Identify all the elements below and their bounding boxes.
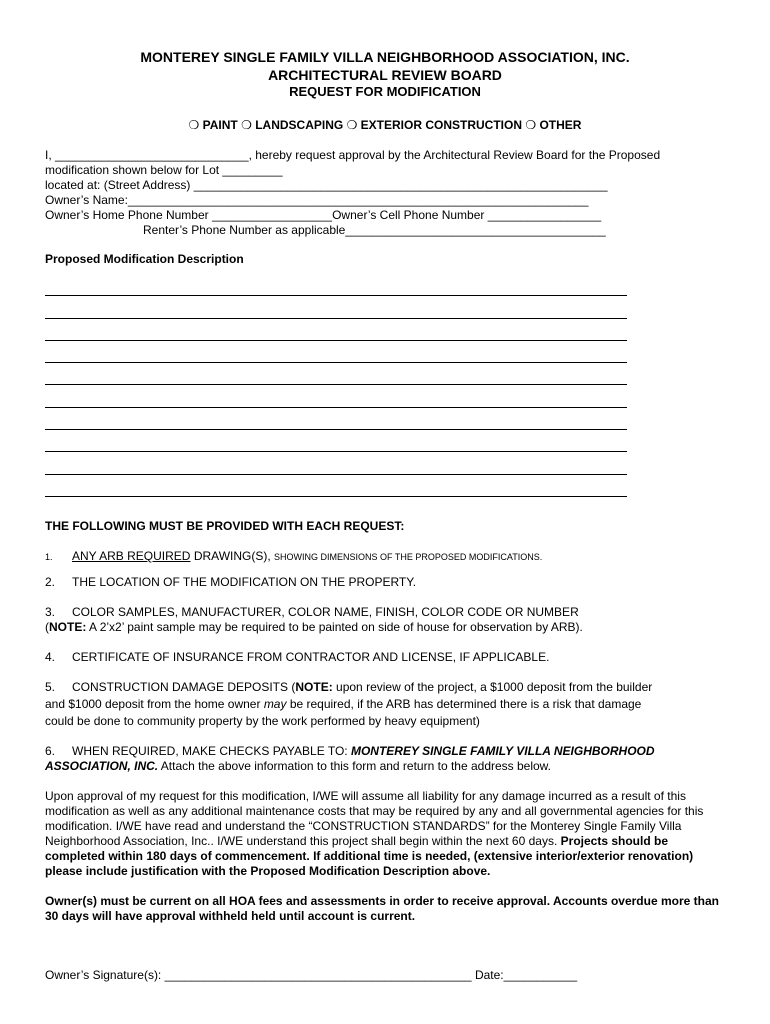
street-address-field[interactable]: located at: (Street Address) ______________________________________________________________ bbox=[45, 178, 608, 192]
option-label: LANDSCAPING bbox=[255, 118, 344, 132]
requirement-text: THE LOCATION OF THE MODIFICATION ON THE PROPERTY. bbox=[72, 575, 417, 589]
liability-paragraph bbox=[45, 789, 730, 879]
requirement-text: CONSTRUCTION DAMAGE DEPOSITS ( bbox=[72, 680, 296, 694]
option-label: OTHER bbox=[539, 118, 582, 132]
description-line[interactable] bbox=[45, 407, 627, 408]
option-exterior-construction[interactable] bbox=[347, 118, 522, 132]
date-field[interactable]: ___________ bbox=[503, 968, 578, 982]
description-line[interactable] bbox=[45, 451, 627, 452]
liability-text: Upon approval of my request for this modification, I/WE will assume all liability for any damage incurred as a result of this modification as well as any additional maintenance costs that may be required by any and all governmental agencies for this modification. I/WE have read and understand the “CONSTRUCTION STANDARDS” for the Monterey Single Family Villa Neighborhood Association, Inc.. I/WE understand this project shall begin within the next 60 days. bbox=[45, 789, 704, 848]
radio-circle-icon[interactable]: ❍ bbox=[188, 118, 200, 132]
option-label: EXTERIOR CONSTRUCTION bbox=[360, 118, 523, 132]
description-line[interactable] bbox=[45, 318, 627, 319]
item-number: 4. bbox=[45, 650, 56, 664]
option-label: PAINT bbox=[202, 118, 238, 132]
description-line[interactable] bbox=[45, 474, 627, 475]
owner-name-field[interactable]: Owner’s Name:_____________________________________________________________________ bbox=[45, 193, 589, 207]
completion-requirement: Projects should be completed within 180 days of commencement. If additional time is needed, (extensive interior/exterior renovation) please include justification with the Proposed Modification Description above. bbox=[45, 834, 694, 878]
note-label: NOTE: bbox=[295, 680, 333, 694]
note-text: A 2’x2’ paint sample may be required to be painted on side of house for observation by ARB). bbox=[86, 620, 583, 634]
item-number: 5. bbox=[45, 680, 56, 694]
board-name: ARCHITECTURAL REVIEW BOARD bbox=[268, 67, 502, 83]
requirement-text: WHEN REQUIRED, MAKE CHECKS PAYABLE TO: bbox=[72, 744, 351, 758]
requirement-text: upon review of the project, a $1000 deposit from the builder bbox=[332, 680, 653, 694]
signature-line bbox=[45, 968, 577, 982]
requirement-4 bbox=[45, 650, 549, 664]
requirement-5-line-2 bbox=[45, 697, 641, 711]
radio-circle-icon[interactable]: ❍ bbox=[346, 118, 358, 132]
description-label: Proposed Modification Description bbox=[45, 252, 244, 266]
renter-phone-field[interactable]: Renter’s Phone Number as applicable_______________________________________ bbox=[143, 223, 606, 237]
requirement-text: DRAWING(S), bbox=[190, 549, 275, 563]
description-line[interactable] bbox=[45, 295, 627, 296]
association-name: MONTEREY SINGLE FAMILY VILLA NEIGHBORHOOD ASSOCIATION, INC. bbox=[140, 49, 630, 65]
owner-phone-fields[interactable]: Owner’s Home Phone Number __________________Owner’s Cell Phone Number _________________ bbox=[45, 208, 602, 222]
description-line[interactable] bbox=[45, 340, 627, 341]
requirement-5 bbox=[45, 680, 652, 694]
signature-field[interactable]: ______________________________________________ bbox=[164, 968, 472, 982]
description-line[interactable] bbox=[45, 429, 627, 430]
requirement-text: ANY ARB REQUIRED bbox=[72, 549, 191, 563]
requester-name-field[interactable]: _____________________________ bbox=[55, 148, 249, 162]
emphasis-text: may bbox=[263, 697, 287, 711]
requirement-1 bbox=[45, 549, 542, 563]
note-label: NOTE: bbox=[49, 620, 87, 634]
requester-line bbox=[45, 148, 660, 162]
form-title: REQUEST FOR MODIFICATION bbox=[289, 84, 481, 99]
modification-type-options bbox=[0, 118, 770, 132]
signature-label: Owner’s Signature(s): bbox=[45, 968, 165, 982]
requirement-text: be required, if the ARB has determined there is a risk that damage bbox=[286, 697, 642, 711]
option-landscaping[interactable] bbox=[241, 118, 343, 132]
requirements-heading: THE FOLLOWING MUST BE PROVIDED WITH EACH REQUEST: bbox=[45, 519, 405, 533]
requirement-text: SHOWING DIMENSIONS OF THE PROPOSED MODIFICATIONS. bbox=[274, 552, 543, 562]
lot-number-field[interactable]: modification shown below for Lot _________ bbox=[45, 163, 283, 177]
payee-name: MONTEREY SINGLE FAMILY VILLA NEIGHBORHOOD ASSOCIATION, INC. bbox=[45, 744, 655, 773]
requirement-6 bbox=[45, 744, 730, 774]
requirement-text: CERTIFICATE OF INSURANCE FROM CONTRACTOR AND LICENSE, IF APPLICABLE. bbox=[72, 650, 550, 664]
item-number: 6. bbox=[45, 744, 56, 758]
hoa-fees-notice: Owner(s) must be current on all HOA fees and assessments in order to receive approval. Accounts overdue more than 30 days will have approval withheld held until account is current. bbox=[45, 894, 719, 923]
requirement-text: Attach the above information to this form and return to the address below. bbox=[158, 759, 552, 773]
requester-suffix: , hereby request approval by the Architectural Review Board for the Proposed bbox=[248, 148, 661, 162]
item-number: 1. bbox=[45, 552, 53, 562]
requirement-3 bbox=[45, 605, 579, 619]
requester-prefix: I, bbox=[45, 148, 56, 162]
item-number: 2. bbox=[45, 575, 56, 589]
option-other[interactable] bbox=[525, 118, 581, 132]
description-line[interactable] bbox=[45, 384, 627, 385]
radio-circle-icon[interactable]: ❍ bbox=[241, 118, 252, 132]
requirement-text: COLOR SAMPLES, MANUFACTURER, COLOR NAME, FINISH, COLOR CODE OR NUMBER bbox=[72, 605, 579, 619]
note-paren: ( bbox=[45, 620, 49, 634]
requirement-5-line-3: could be done to community property by the work performed by heavy equipment) bbox=[45, 714, 480, 728]
item-number: 3. bbox=[45, 605, 56, 619]
option-paint[interactable] bbox=[189, 118, 238, 132]
date-label: Date: bbox=[471, 968, 504, 982]
requirement-text: and $1000 deposit from the home owner bbox=[45, 697, 264, 711]
description-line[interactable] bbox=[45, 362, 627, 363]
radio-circle-icon[interactable]: ❍ bbox=[525, 118, 537, 132]
description-line[interactable] bbox=[45, 496, 627, 497]
requirement-2 bbox=[45, 575, 416, 589]
requirement-3-note bbox=[45, 620, 583, 634]
